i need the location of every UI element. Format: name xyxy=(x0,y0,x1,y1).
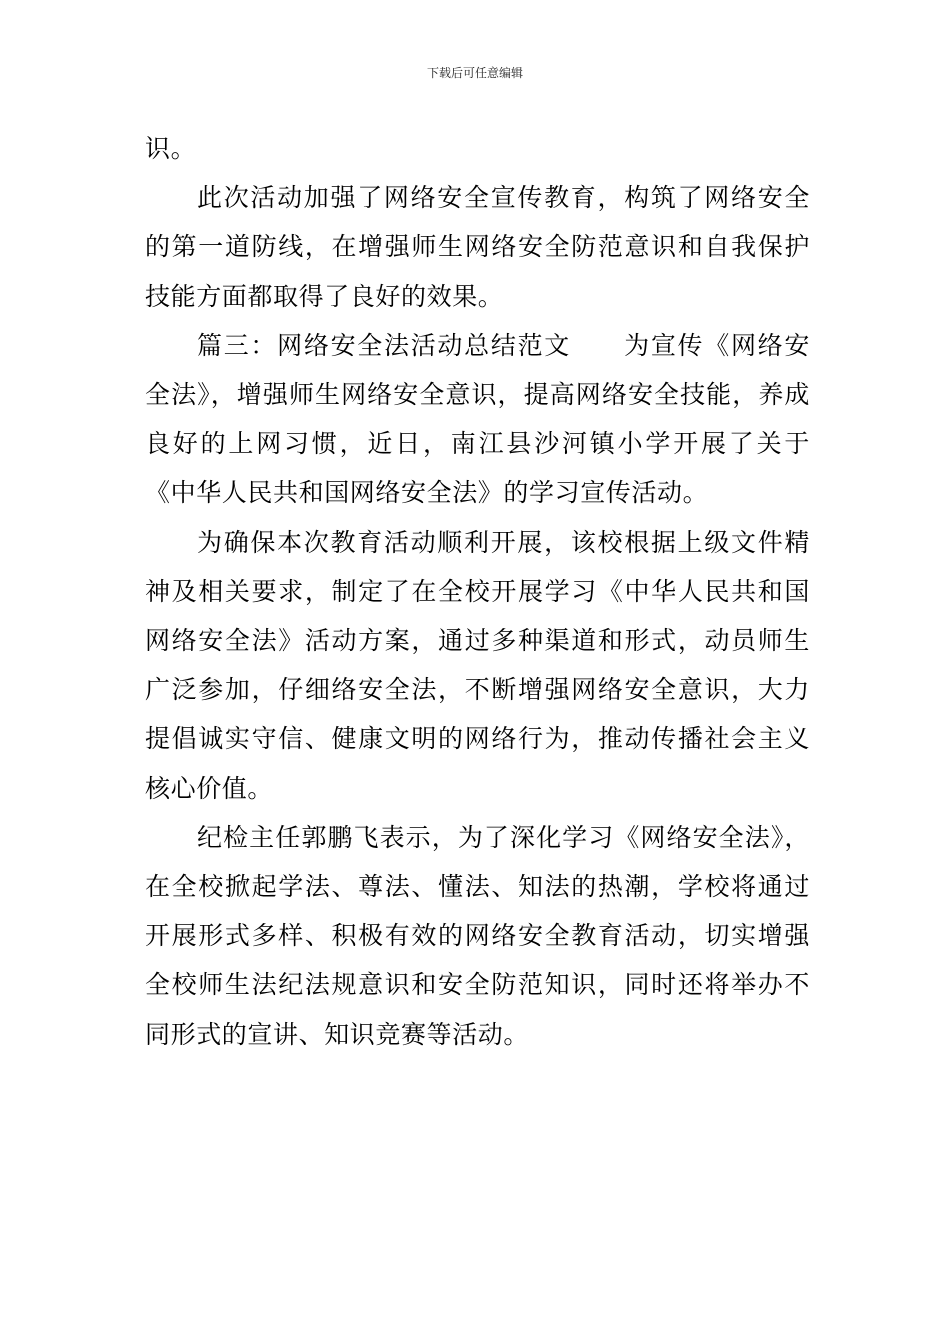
paragraph-4: 为确保本次教育活动顺利开展，该校根据上级文件精神及相关要求，制定了在全校开展学习《中华人民共和国网络安全法》活动方案，通过多种渠道和形式，动员师生广泛参加，仔细络安全法，不断增强网络安全意识，大力提倡诚实守信、健康文明的网络行为，推动传播社会主义核心价值。 xyxy=(145,527,810,803)
page-header-note: 下载后可任意编辑 xyxy=(426,66,523,80)
paragraph-3 xyxy=(145,321,810,518)
paragraph-5: 纪检主任郭鹏飞表示，为了深化学习《网络安全法》，在全校掀起学法、尊法、懂法、知法的热潮，学校将通过开展形式多样、积极有效的网络安全教育活动，切实增强全校师生法纪法规意识和安全防范知识，同时还将举办不同形式的宣讲、知识竞赛等活动。 xyxy=(145,822,810,1049)
document-body xyxy=(145,124,810,1059)
paragraph-3-text: 为宣传《网络安全法》，增强师生网络安全意识，提高网络安全技能，养成良好的上网习惯，近日，南江县沙河镇小学开展了关于《中华人民共和国网络安全法》的学习宣传活动。 xyxy=(145,330,810,508)
paragraph-1: 识。 xyxy=(145,134,197,163)
paragraph-2: 此次活动加强了网络安全宣传教育，构筑了网络安全的第一道防线，在增强师生网络安全防范意识和自我保护技能方面都取得了良好的效果。 xyxy=(145,183,810,311)
section-heading: 篇三：网络安全法活动总结范文 xyxy=(197,330,571,360)
